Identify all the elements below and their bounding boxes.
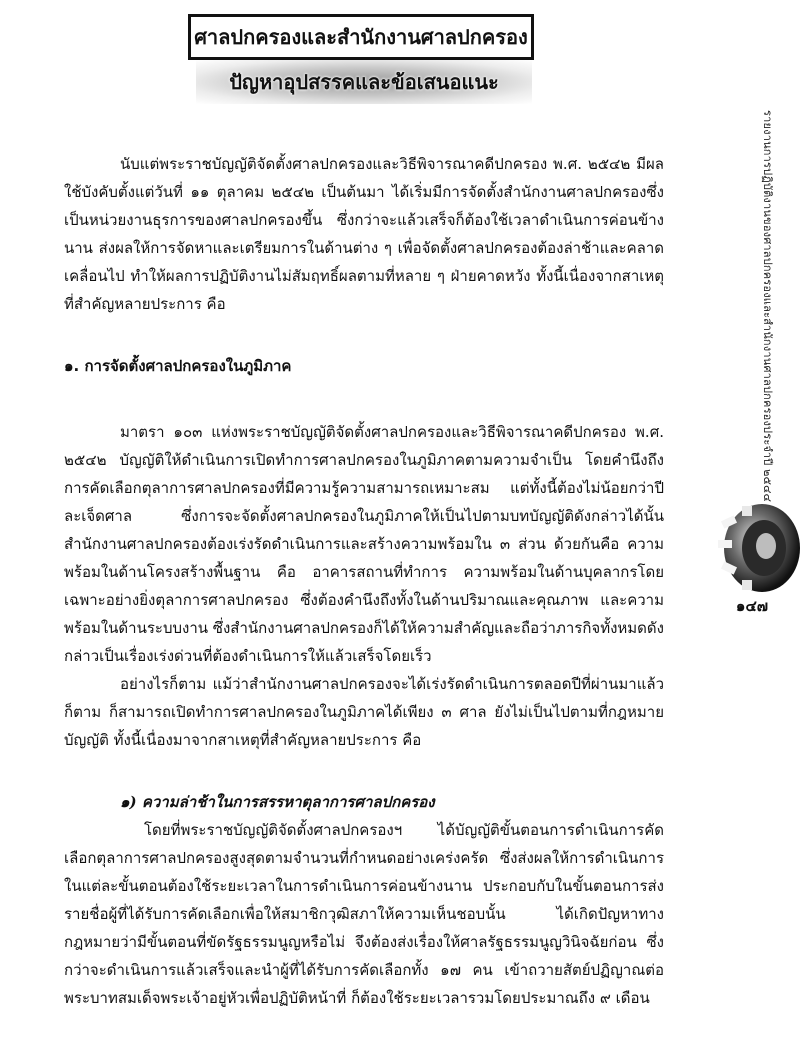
- section-paragraph: อย่างไรก็ตาม แม้ว่าสำนักงานศาลปกครองจะได้เร่งรัดดำเนินการตลอดปีที่ผ่านมาแล้วก็ตาม ก็สามารถเปิดทำการศาลปกครองในภูมิภาคได้เพียง ๓ ศาล ยังไม่เป็นไปตามที่กฎหมายบัญญัติ ทั้งนี้เนื่องมาจากสาเหตุที่สำคัญหลายประการ คือ: [64, 675, 664, 749]
- spacer: [64, 318, 664, 352]
- intro-paragraph: นับแต่พระราชบัญญัติจัดตั้งศาลปกครองและวิธีพิจารณาคดีปกครอง พ.ศ. ๒๕๔๒ มีผลใช้บังคับตั้งแต่วันที่ ๑๑ ตุลาคม ๒๕๔๒ เป็นต้นมา ได้เริ่มมีการจัดตั้งสำนักงานศาลปกครองซึ่งเป็นหน่วยงานธุรการของศาลปกครองขึ้น ซึ่งกว่าจะแล้วเสร็จก็ต้องใช้เวลาดำเนินการค่อนข้างนาน ส่งผลให้การจัดหาและเตรียมการในด้านต่าง ๆ เพื่อจัดตั้งศาลปกครองต้องล่าช้าและคลาดเคลื่อนไป ทำให้ผลการปฏิบัติงานไม่สัมฤทธิ์ผลตามที่หลาย ๆ ฝ่ายคาดหวัง ทั้งนี้เนื่องจากสาเหตุที่สำคัญหลายประการ คือ: [64, 155, 664, 313]
- page-subtitle-text: ปัญหาอุปสรรคและข้อเสนอแนะ: [229, 70, 499, 94]
- page-subtitle: [196, 60, 532, 104]
- body-content: [64, 150, 664, 1012]
- report-title-vertical: รายงานการปฏิบัติงานของศาลปกครองและสำนักงานศาลปกครองประจำปี ๒๕๔๔: [761, 110, 774, 503]
- spacer: [64, 754, 664, 788]
- film-reel-image: [712, 500, 800, 596]
- page-title-text: ศาลปกครองและสำนักงานศาลปกครอง: [194, 25, 528, 49]
- spacer: [64, 380, 664, 418]
- section-paragraph: มาตรา ๑๐๓ แห่งพระราชบัญญัติจัดตั้งศาลปกครองและวิธีพิจารณาคดีปกครอง พ.ศ. ๒๕๔๒ บัญญัติให้ดำเนินการเปิดทำการศาลปกครองในภูมิภาคตามความจำเป็น โดยคำนึงถึงการคัดเลือกตุลาการศาลปกครองที่มีความรู้ความสามารถเหมาะสม แต่ทั้งนี้ต้องไม่น้อยกว่าปีละเจ็ดศาล ซึ่งการจะจัดตั้งศาลปกครองในภูมิภาคให้เป็นไปตามบทบัญญัติดังกล่าวได้นั้น สำนักงานศาลปกครองต้องเร่งรัดดำเนินการและสร้างความพร้อมใน ๓ ส่วน ด้วยกันคือ ความพร้อมในด้านโครงสร้างพื้นฐาน คือ อาคารสถานที่ทำการ ความพร้อมในด้านบุคลากรโดยเฉพาะอย่างยิ่งตุลาการศาลปกครอง ซึ่งต้องคำนึงถึงทั้งในด้านปริมาณและคุณภาพ และความพร้อมในด้านระบบงาน ซึ่งสำนักงานศาลปกครองก็ได้ให้ความสำคัญและถือว่าภารกิจทั้งหมดดังกล่าวเป็นเรื่องเร่งด่วนที่ต้องดำเนินการให้แล้วเสร็จโดยเร็ว: [64, 423, 664, 665]
- page-number: ๑๔๗: [735, 597, 769, 615]
- section-heading: ๑. การจัดตั้งศาลปกครองในภูมิภาค: [64, 357, 292, 375]
- subsection-paragraph: โดยที่พระราชบัญญัติจัดตั้งศาลปกครองฯ ได้บัญญัติขั้นตอนการดำเนินการคัดเลือกตุลาการศาลปกครองสูงสุดตามจำนวนที่กำหนดอย่างเคร่งครัด ซึ่งส่งผลให้การดำเนินการในแต่ละขั้นตอนต้องใช้ระยะเวลาในการดำเนินการค่อนข้างนาน ประกอบกับในขั้นตอนการส่งรายชื่อผู้ที่ได้รับการคัดเลือกเพื่อให้สมาชิกวุฒิสภาให้ความเห็นชอบนั้น ได้เกิดปัญหาทางกฎหมายว่ามีขั้นตอนที่ขัดรัฐธรรมนูญหรือไม่ จึงต้องส่งเรื่องให้ศาลรัฐธรรมนูญวินิจฉัยก่อน ซึ่งกว่าจะดำเนินการแล้วเสร็จและนำผู้ที่ได้รับการคัดเลือกทั้ง ๑๗ คน เข้าถวายสัตย์ปฏิญาณต่อพระบาทสมเด็จพระเจ้าอยู่หัวเพื่อปฏิบัติหน้าที่ ก็ต้องใช้ระยะเวลารวมโดยประมาณถึง ๙ เดือน: [64, 821, 664, 1007]
- subsection-heading: ๑) ความล่าช้าในการสรรหาตุลาการศาลปกครอง: [120, 793, 435, 811]
- page-title: [188, 14, 534, 60]
